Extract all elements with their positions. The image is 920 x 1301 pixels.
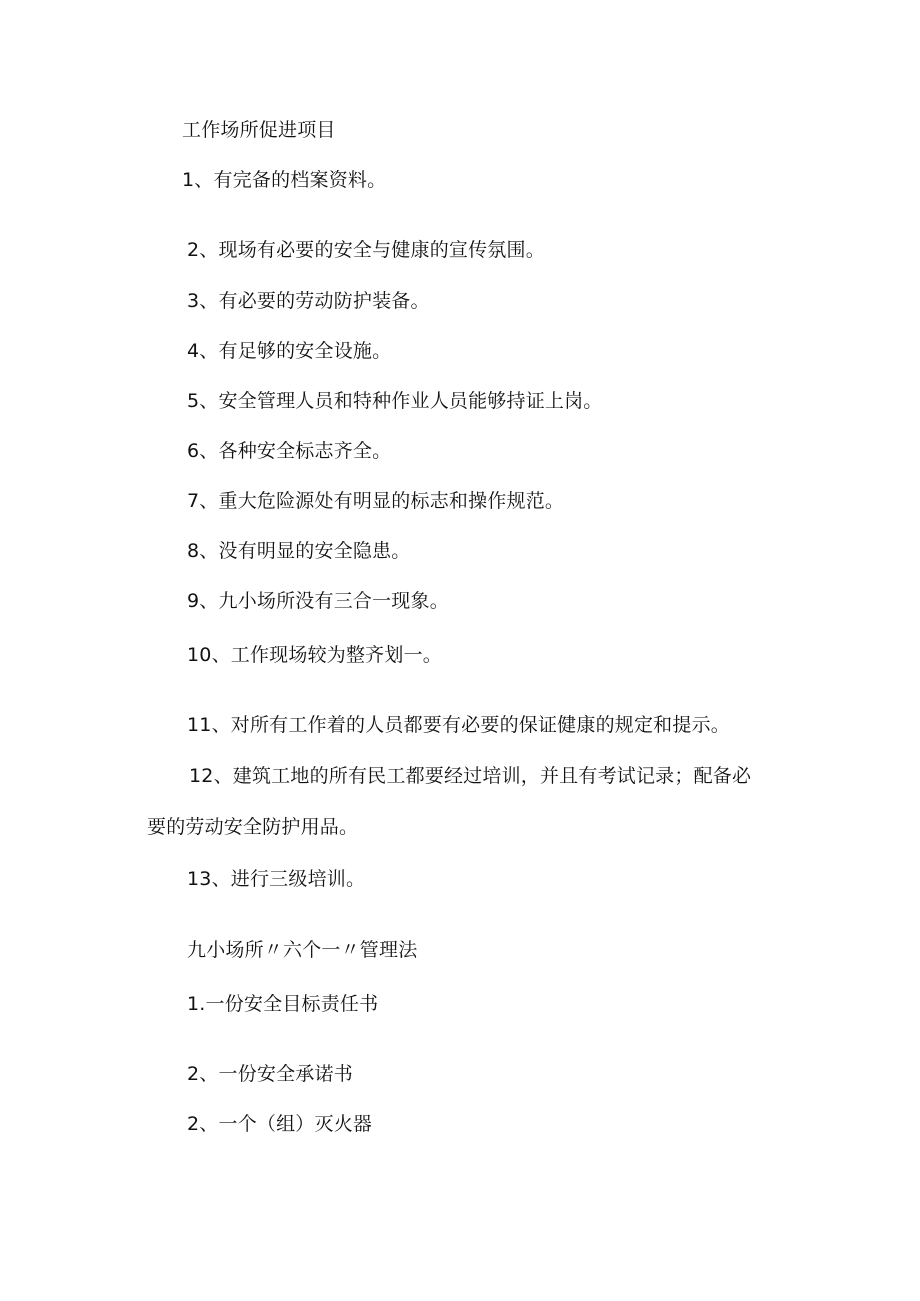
section-title-workplace-promotion: 工作场所促进项目 xyxy=(182,119,336,141)
list-item: 9、九小场所没有三合一现象。 xyxy=(187,590,449,612)
list-item: 11、对所有工作着的人员都要有必要的保证健康的规定和提示。 xyxy=(187,714,730,736)
list-item: 4、有足够的安全设施。 xyxy=(187,340,392,362)
list-item: 1、有完备的档案资料。 xyxy=(182,169,387,191)
list-item: 10、工作现场较为整齐划一。 xyxy=(187,644,442,666)
list-item: 8、没有明显的安全隐患。 xyxy=(187,540,411,562)
list-item: 5、安全管理人员和特种作业人员能够持证上岗。 xyxy=(187,390,603,412)
list-item-continuation: 要的劳动安全防护用品。 xyxy=(147,816,359,838)
list-item: 7、重大危险源处有明显的标志和操作规范。 xyxy=(187,490,565,512)
list-item: 6、各种安全标志齐全。 xyxy=(187,440,392,462)
list-item: 13、进行三级培训。 xyxy=(187,868,366,890)
list-item: 3、有必要的劳动防护装备。 xyxy=(187,290,430,312)
section-title-six-ones: 九小场所〃六个一〃管理法 xyxy=(187,939,418,961)
list-item: 2、一个（组）灭火器 xyxy=(187,1113,373,1135)
list-item: 1.一份安全目标责任书 xyxy=(187,993,379,1015)
list-item: 2、一份安全承诺书 xyxy=(187,1063,353,1085)
list-item: 12、建筑工地的所有民工都要经过培训，并且有考试记录；配备必 xyxy=(189,765,752,787)
list-item: 2、现场有必要的安全与健康的宣传氛围。 xyxy=(187,239,545,261)
